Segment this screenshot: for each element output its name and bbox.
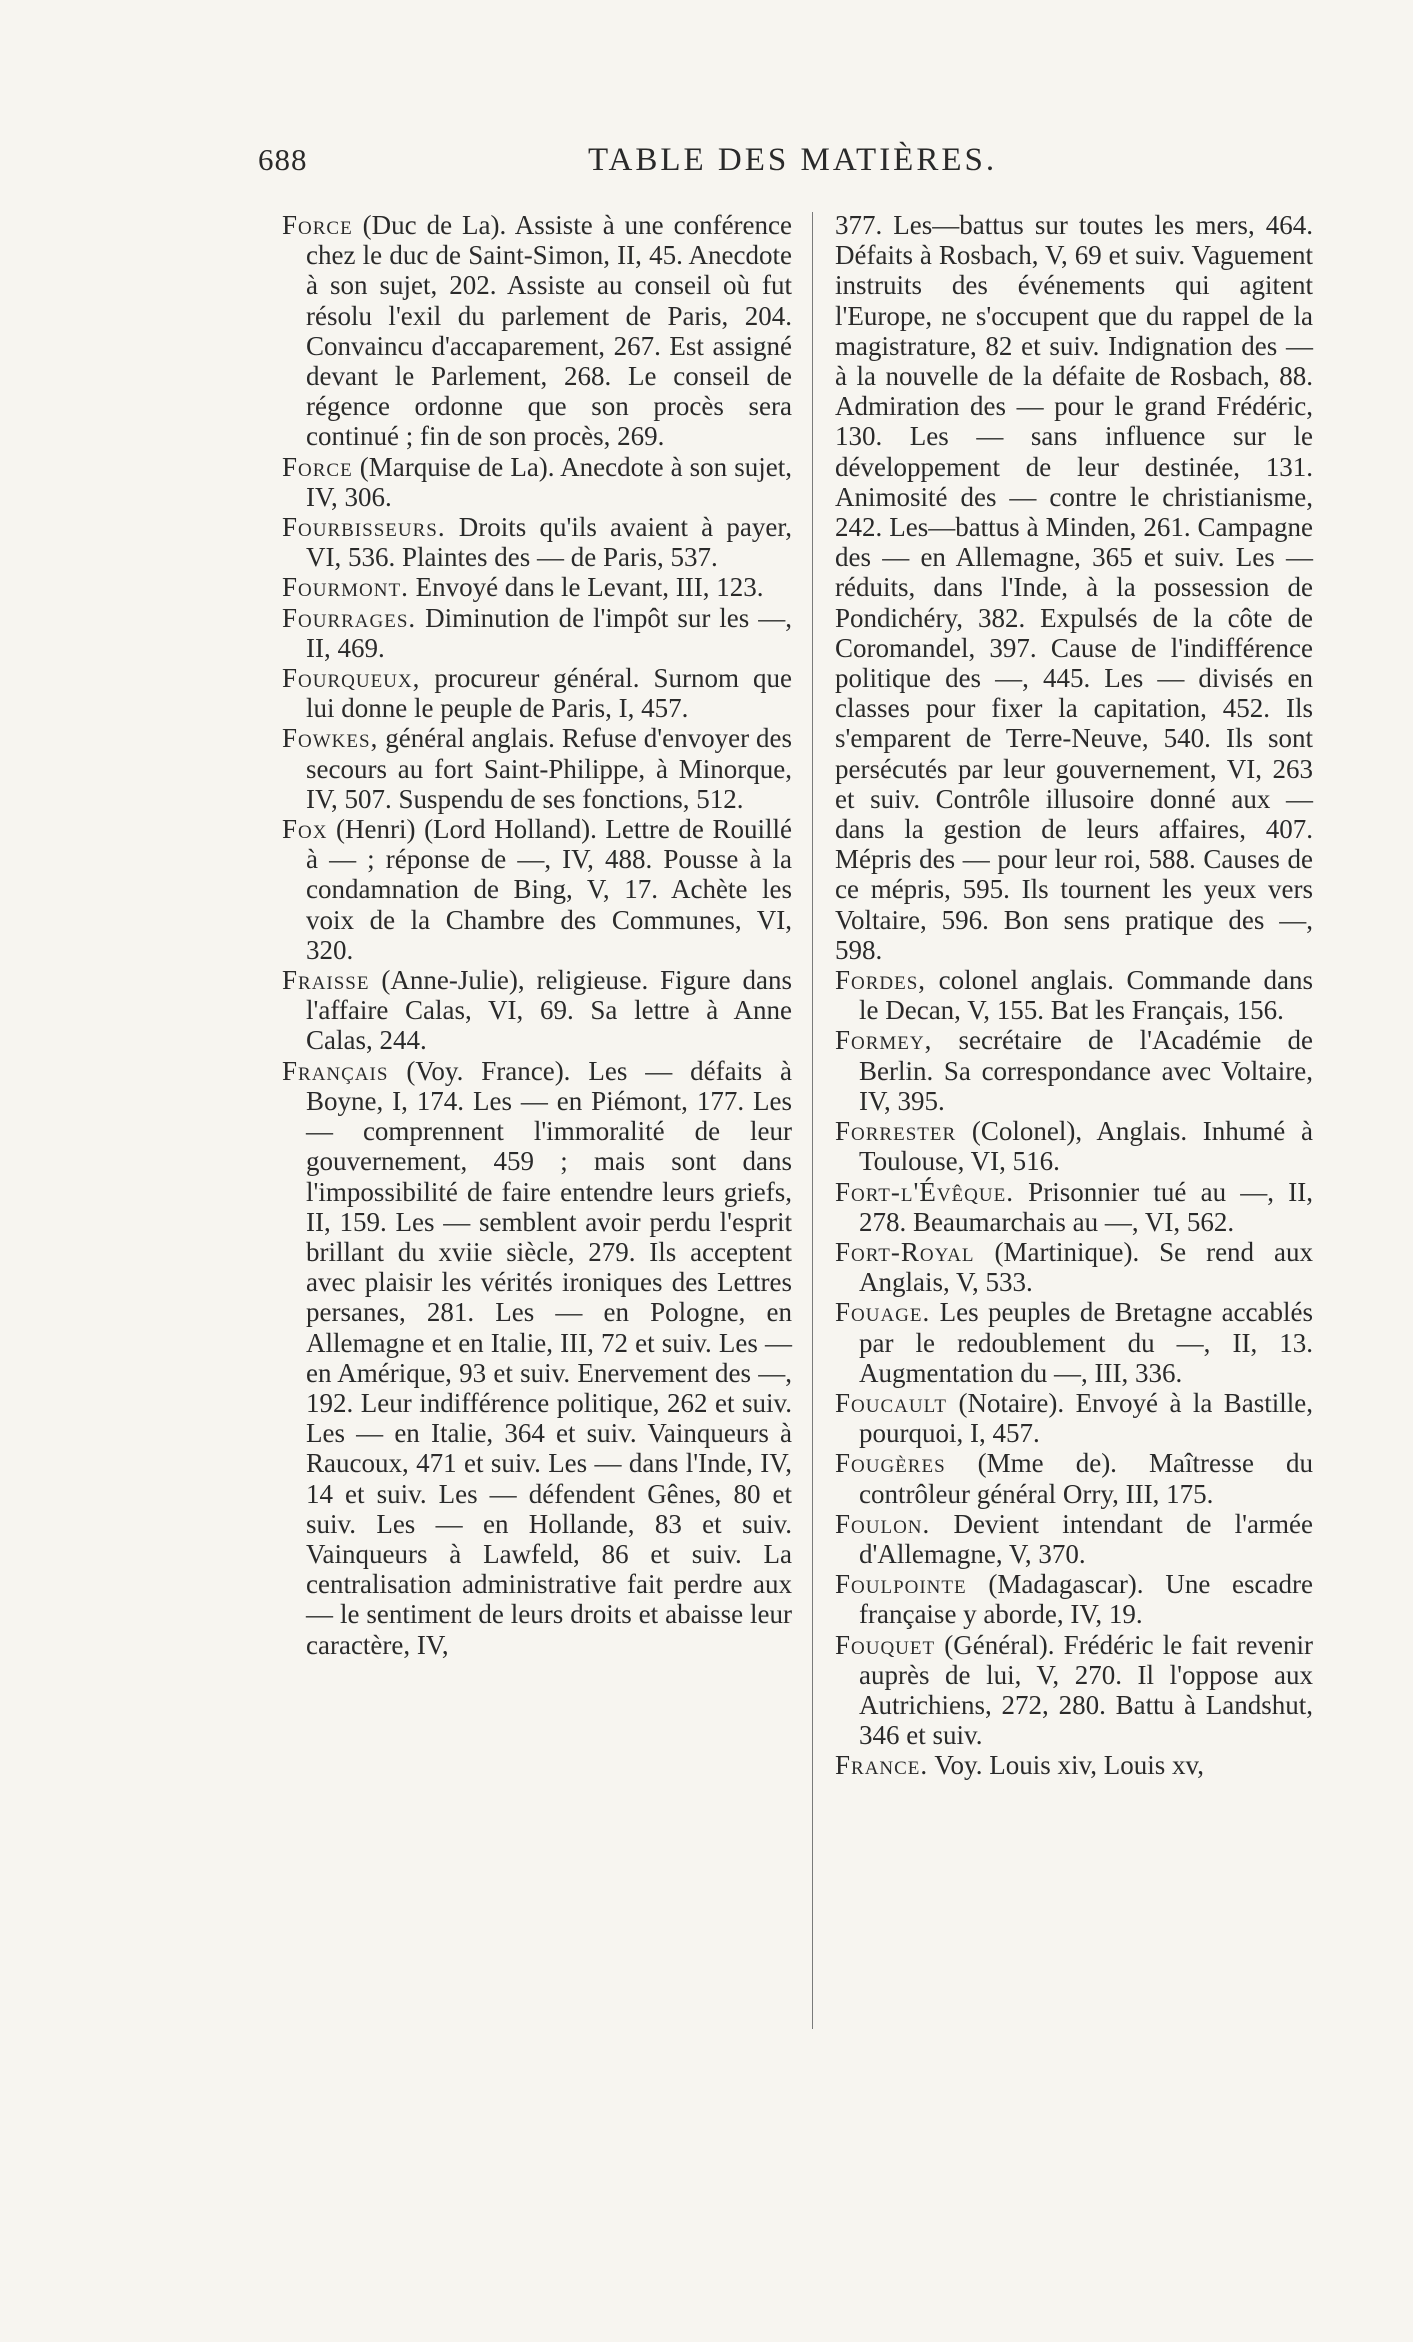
entry-headword: Fort-Royal — [835, 1236, 975, 1267]
entry-headword: Fort-l'Évêque. — [835, 1176, 1014, 1207]
entry-text: Devient intendant de l'armée d'Allemagne, V, 370. — [859, 1508, 1313, 1569]
entry-text: 377. Les—battus sur toutes les mers, 464. Défaits à Rosbach, V, 69 et suiv. Vaguement instruits des événements qui agitent l'Europe, ne s'occupent que du rappel de la magistrature, 82 et suiv. Indignation des — à la nouvelle de la défaite de Rosbach, 88. Admiration des — pour le grand Frédéric, 130. Les — sans influence sur le développement de leur destinée, 131. Animosité des — contre le christianisme, 242. Les—battus à Minden, 261. Campagne des — en Allemagne, 365 et suiv. Les — réduits, dans l'Inde, à la possession de Pondichéry, 382. Expulsés de la côte de Coromandel, 397. Cause de l'indifférence politique des —, 445. Les — divisés en classes pour fixer la capitation, 452. Ils s'emparent de Terre-Neuve, 540. Ils sont persécutés par leur gouvernement, VI, 263 et suiv. Contrôle illusoire donné aux — dans la gestion de leurs affaires, 407. Mépris des — pour leur roi, 588. Causes de ce mépris, 595. Ils tournent les yeux vers Voltaire, 596. Bon sens pratique des —, 598. — [835, 210, 1313, 965]
index-entry — [282, 1056, 792, 1660]
entry-text: Prisonnier tué au —, II, 278. Beaumarchais au —, VI, 562. — [859, 1176, 1313, 1237]
entry-text: (Henri) (Lord Holland). Lettre de Rouillé à — ; réponse de —, IV, 488. Pousse à la condamnation de Bing, V, 17. Achète les voix de la Chambre des Communes, VI, 320. — [306, 814, 792, 965]
entry-text: (Mme de). Maîtresse du contrôleur général Orry, III, 175. — [859, 1448, 1313, 1509]
entry-headword: Fordes, — [835, 965, 927, 996]
entry-headword: Fowkes, — [282, 723, 379, 754]
entry-text: colonel anglais. Commande dans le Decan, V, 155. Bat les Français, 156. — [859, 965, 1313, 1026]
index-entry — [835, 210, 1313, 965]
index-entry — [282, 210, 792, 452]
entry-text: secrétaire de l'Académie de Berlin. Sa correspondance avec Voltaire, IV, 395. — [859, 1025, 1313, 1116]
entry-headword: Fourbisseurs. — [282, 512, 446, 543]
entry-headword: Force — [282, 451, 353, 482]
index-entry — [835, 1509, 1313, 1569]
index-entry — [835, 1177, 1313, 1237]
entry-text: général anglais. Refuse d'envoyer des secours au fort Saint-Philippe, à Minorque, IV, 507. Suspendu de ses fonctions, 512. — [306, 723, 792, 814]
index-entry — [835, 1297, 1313, 1388]
entry-text: (Voy. France). Les — défaits à Boyne, I, 174. Les — en Piémont, 177. Les — comprennent l'immoralité de leur gouvernement, 459 ; mais sont dans l'impossibilité de faire entendre leurs griefs, II, 159. Les — semblent avoir perdu l'esprit brillant du xviie siècle, 279. Ils acceptent avec plaisir les vérités ironiques des Lettres persanes, 281. Les — en Pologne, en Allemagne et en Italie, III, 72 et suiv. Les — en Amérique, 93 et suiv. Enervement des —, 192. Leur indifférence politique, 262 et suiv. Les — en Italie, 364 et suiv. Vainqueurs à Raucoux, 471 et suiv. Les — dans l'Inde, IV, 14 et suiv. Les — défendent Gênes, 80 et suiv. Les — en Hollande, 83 et suiv. Vainqueurs à Lawfeld, 86 et suiv. La centralisation administrative fait perdre aux — le sentiment de leurs droits et abaisse leur caractère, IV, — [306, 1055, 792, 1660]
index-entry — [282, 512, 792, 572]
index-entry — [282, 663, 792, 723]
entry-text: (Colonel), Anglais. Inhumé à Toulouse, VI, 516. — [859, 1116, 1313, 1177]
entry-headword: Fourmont. — [282, 572, 409, 603]
entry-text: (Martinique). Se rend aux Anglais, V, 533. — [859, 1236, 1313, 1298]
running-title: TABLE DES MATIÈRES. — [588, 142, 998, 178]
entry-headword: Français — [282, 1055, 389, 1086]
entry-text: Diminution de l'impôt sur les —, II, 469. — [306, 602, 792, 663]
entry-headword: Fougères — [835, 1448, 946, 1479]
entry-headword: Fouage. — [835, 1297, 931, 1328]
entry-text: (Duc de La). Assiste à une conférence chez le duc de Saint-Simon, II, 45. Anecdote à son sujet, 202. Assiste au conseil où fut résolu l'exil du parlement de Paris, 204. Convaincu d'accaparement, 267. Est assigné devant le Parlement, 268. Le conseil de régence ordonne que son procès sera continué ; fin de son procès, 269. — [306, 210, 792, 452]
index-entry — [835, 1448, 1313, 1508]
entry-text: (Madagascar). Une escadre française y aborde, IV, 19. — [859, 1569, 1313, 1630]
entry-text: (Général). Frédéric le fait revenir auprès de lui, V, 270. Il l'oppose aux Autrichiens, 272, 280. Battu à Landshut, 346 et suiv. — [859, 1629, 1313, 1751]
entry-headword: Forrester — [835, 1116, 957, 1147]
index-entry — [282, 603, 792, 663]
entry-headword: Foulpointe — [835, 1569, 967, 1600]
index-entry — [835, 1569, 1313, 1629]
index-entry — [835, 965, 1313, 1025]
index-entry — [282, 965, 792, 1056]
entry-headword: Fouquet — [835, 1629, 936, 1660]
index-entry — [835, 1237, 1313, 1297]
index-entry — [835, 1750, 1313, 1780]
index-entry — [835, 1116, 1313, 1176]
index-entry — [835, 1025, 1313, 1116]
entry-headword: Force — [282, 210, 353, 240]
left-column — [282, 210, 792, 1660]
page-header — [258, 142, 1318, 192]
entry-text: Voy. Louis xiv, Louis xv, — [928, 1750, 1204, 1781]
right-column — [835, 210, 1313, 1781]
entry-text: Les peuples de Bretagne accablés par le redoublement du —, II, 13. Augmentation du —, III, 336. — [859, 1297, 1313, 1388]
index-entry — [282, 572, 792, 602]
index-entry — [282, 452, 792, 512]
index-entry — [282, 814, 792, 965]
entry-text: (Notaire). Envoyé à la Bastille, pourquoi, I, 457. — [859, 1387, 1313, 1449]
entry-text: (Marquise de La). Anecdote à son sujet, IV, 306. — [306, 451, 792, 512]
entry-headword: Fox — [282, 814, 328, 845]
page-number: 688 — [258, 142, 308, 177]
index-entry — [282, 723, 792, 814]
entry-headword: Formey, — [835, 1025, 933, 1056]
entry-headword: France. — [835, 1750, 929, 1781]
entry-text: procureur général. Surnom que lui donne le peuple de Paris, I, 457. — [306, 663, 792, 724]
entry-headword: Foulon. — [835, 1508, 931, 1539]
entry-text: Envoyé dans le Levant, III, 123. — [408, 572, 764, 603]
index-entry — [835, 1388, 1313, 1448]
entry-headword: Fourqueux, — [282, 663, 421, 694]
entry-headword: Foucault — [835, 1387, 948, 1418]
index-entry — [835, 1630, 1313, 1751]
entry-text: Droits qu'ils avaient à payer, VI, 536. Plaintes des — de Paris, 537. — [306, 512, 792, 573]
entry-headword: Fraisse — [282, 965, 370, 996]
entry-headword: Fourrages. — [282, 602, 417, 633]
column-divider — [812, 212, 813, 2029]
entry-text: (Anne-Julie), religieuse. Figure dans l'affaire Calas, VI, 69. Sa lettre à Anne Calas, 244. — [306, 965, 792, 1056]
